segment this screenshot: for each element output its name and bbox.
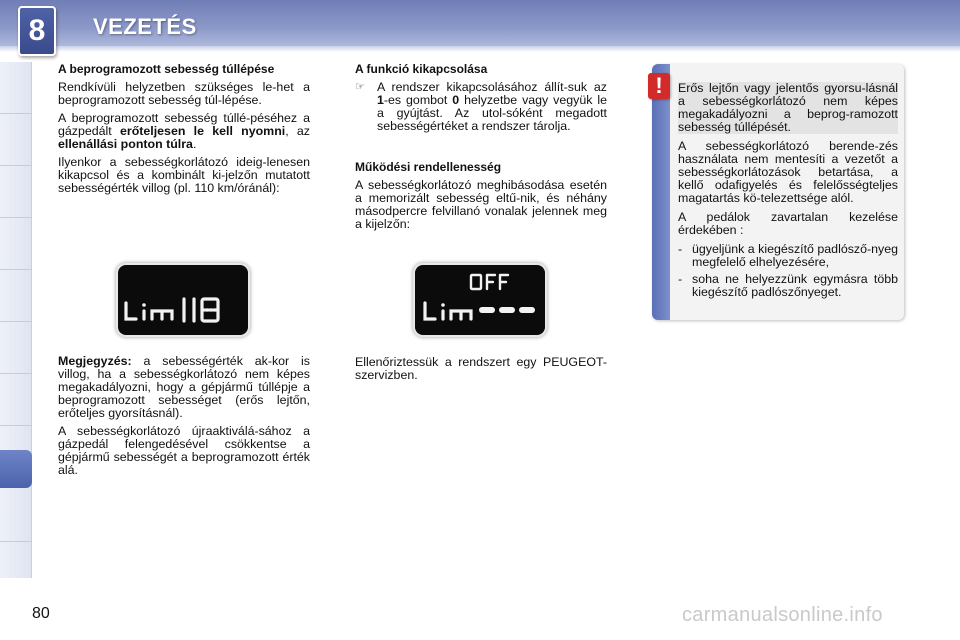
dash-bullet: -: [678, 272, 683, 286]
text-run: A beprogramozott sebesség túllé-péséhez a gázpedált: [58, 111, 310, 138]
warning-list-text: ügyeljünk a kiegészítő padlósző-nyeg megfelelő elhelyezésére,: [692, 242, 898, 269]
page-number: 80: [32, 605, 50, 622]
section-heading-overspeed: A beprogramozott sebesség túllépése: [58, 62, 275, 76]
chapter-tab-active[interactable]: [0, 450, 32, 488]
paragraph: Ilyenkor a sebességkorlátozó ideig-lenesen kikapcsol és a kombinált ki-jelzőn mutatott sebességérték villog (pl. 110 km/óránál):: [58, 155, 310, 195]
warning-box-strip: [652, 64, 670, 320]
bold-text: 0: [452, 93, 460, 107]
lcd-off-graphic: [415, 265, 545, 335]
column-left-lower: [58, 355, 310, 482]
paragraph: A sebességkorlátozó újraaktiválá-sához a gázpedál felengedésével csökkentse a gépjármű sebességét a beprogramozott érték alá.: [58, 424, 310, 477]
paragraph: [58, 112, 310, 151]
chapter-title: VEZETÉS: [93, 14, 197, 39]
section-heading-malfunction: Működési rendellenesség: [355, 160, 502, 174]
paragraph: Rendkívüli helyzetben szükséges le-het a beprogramozott sebesség túl-lépése.: [58, 80, 310, 107]
bold-text: ellenállási ponton túlra: [58, 137, 193, 151]
bold-text: 1: [377, 93, 384, 107]
chapter-tab[interactable]: [0, 218, 32, 270]
chapter-tab[interactable]: [0, 62, 32, 114]
chapter-tab[interactable]: [0, 374, 32, 426]
chapter-tab[interactable]: [0, 490, 32, 542]
note-text: a sebességérték ak-kor is villog, ha a sebességkorlátozó nem képes megakadályozni, hogy a gépjármű túllépje a beprogramozott sebességet (erős lejtőn, erőteljes gyorsításnál).: [58, 354, 310, 420]
column-middle-lower: [355, 356, 607, 387]
lcd-lim-110-graphic: [118, 265, 248, 335]
paragraph: Ellenőriztessük a rendszert egy PEUGEOT-szervizben.: [355, 355, 607, 382]
chapter-tab[interactable]: [0, 166, 32, 218]
text-run: -es gombot: [383, 93, 453, 107]
chapter-number-badge: 8: [18, 6, 56, 56]
column-middle: [355, 63, 607, 236]
chapter-tab[interactable]: [0, 114, 32, 166]
warning-paragraph: A sebességkorlátozó berende-zés használata nem mentesíti a vezetőt a sebességkorlátozások betartása, a kellő odafigyelés és felelősségteljes magatartás kö-telezettsége alól.: [678, 139, 898, 205]
warning-list-item: [678, 273, 898, 299]
paragraph: A sebességkorlátozó meghibásodása esetén a memorizált sebesség eltű-nik, és néhány másodpercre felvillanó vonalak jelennek meg a kijelzőn:: [355, 178, 607, 231]
pointing-hand-icon: ☞: [355, 81, 365, 93]
section-heading-switch-off: A funkció kikapcsolása: [355, 62, 488, 76]
bold-text: erőteljesen le kell nyomni: [119, 124, 286, 138]
chapter-tab-rail: [0, 62, 32, 578]
instrument-display-lim-110: [118, 265, 248, 335]
watermark: carmanualsonline.info: [682, 604, 883, 626]
text-run: A rendszer kikapcsolásához állít-suk az: [377, 80, 607, 94]
warning-list-item: [678, 243, 898, 269]
warning-text: [678, 82, 898, 303]
warning-paragraph: Erős lejtőn vagy jelentős gyorsu-lásnál a sebességkorlátozó nem képes megakadályozni a beprog-ramozott sebesség túllépését.: [678, 81, 898, 134]
text-run: , az: [285, 124, 310, 138]
chapter-tab[interactable]: [0, 542, 32, 594]
warning-list-text: soha ne helyezzünk egymásra több kiegészítő padlószőnyeget.: [692, 272, 898, 299]
note-label: Megjegyzés:: [58, 354, 132, 368]
instrument-display-off: [415, 265, 545, 335]
instruction-text: [377, 81, 607, 133]
exclamation-warning-icon: !: [648, 73, 670, 99]
dash-bullet: -: [678, 242, 683, 256]
header-stripe: [0, 46, 960, 52]
text-run: helyzetbe vagy vegyük le a gyújtást. Az utol-sóként megadott sebességértéket a rendszer tárolja.: [377, 93, 607, 133]
note-paragraph: [58, 355, 310, 420]
text-run: .: [192, 137, 197, 151]
instruction-item: [355, 81, 607, 133]
warning-paragraph: A pedálok zavartalan kezelése érdekében :: [678, 210, 898, 237]
chapter-tab[interactable]: [0, 270, 32, 322]
column-left: [58, 63, 310, 200]
chapter-tab[interactable]: [0, 322, 32, 374]
